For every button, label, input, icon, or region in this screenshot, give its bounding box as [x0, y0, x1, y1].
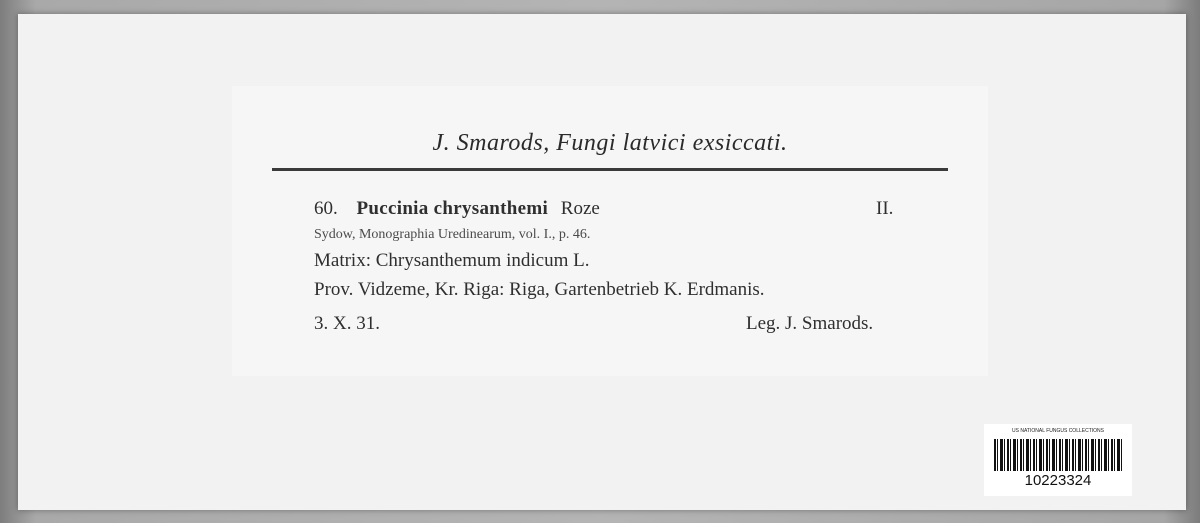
barcode-label	[984, 424, 1132, 496]
barcode-header: US NATIONAL FUNGUS COLLECTIONS	[1012, 428, 1104, 434]
spore-stage: II.	[876, 198, 894, 219]
barcode-icon	[994, 439, 1122, 471]
species-name: Puccinia chrysanthemi	[356, 198, 549, 219]
date-collector-line	[314, 313, 954, 335]
collector: Leg. J. Smarods.	[746, 313, 874, 334]
collection-date: 3. X. 31.	[314, 313, 380, 334]
species-author: Roze	[560, 198, 600, 219]
specimen-line	[314, 198, 954, 220]
host-matrix: Matrix: Chrysanthemum indicum L.	[314, 250, 590, 271]
collection-locality: Prov. Vidzeme, Kr. Riga: Riga, Gartenbetrieb K. Erdmanis.	[314, 279, 765, 300]
literature-reference: Sydow, Monographia Uredinearum, vol. I., p. 46.	[314, 227, 591, 242]
barcode-number: 10223324	[1024, 472, 1092, 489]
specimen-number: 60.	[314, 198, 338, 219]
title-rule	[272, 168, 948, 171]
series-title: J. Smarods, Fungi latvici exsiccati.	[432, 130, 788, 156]
